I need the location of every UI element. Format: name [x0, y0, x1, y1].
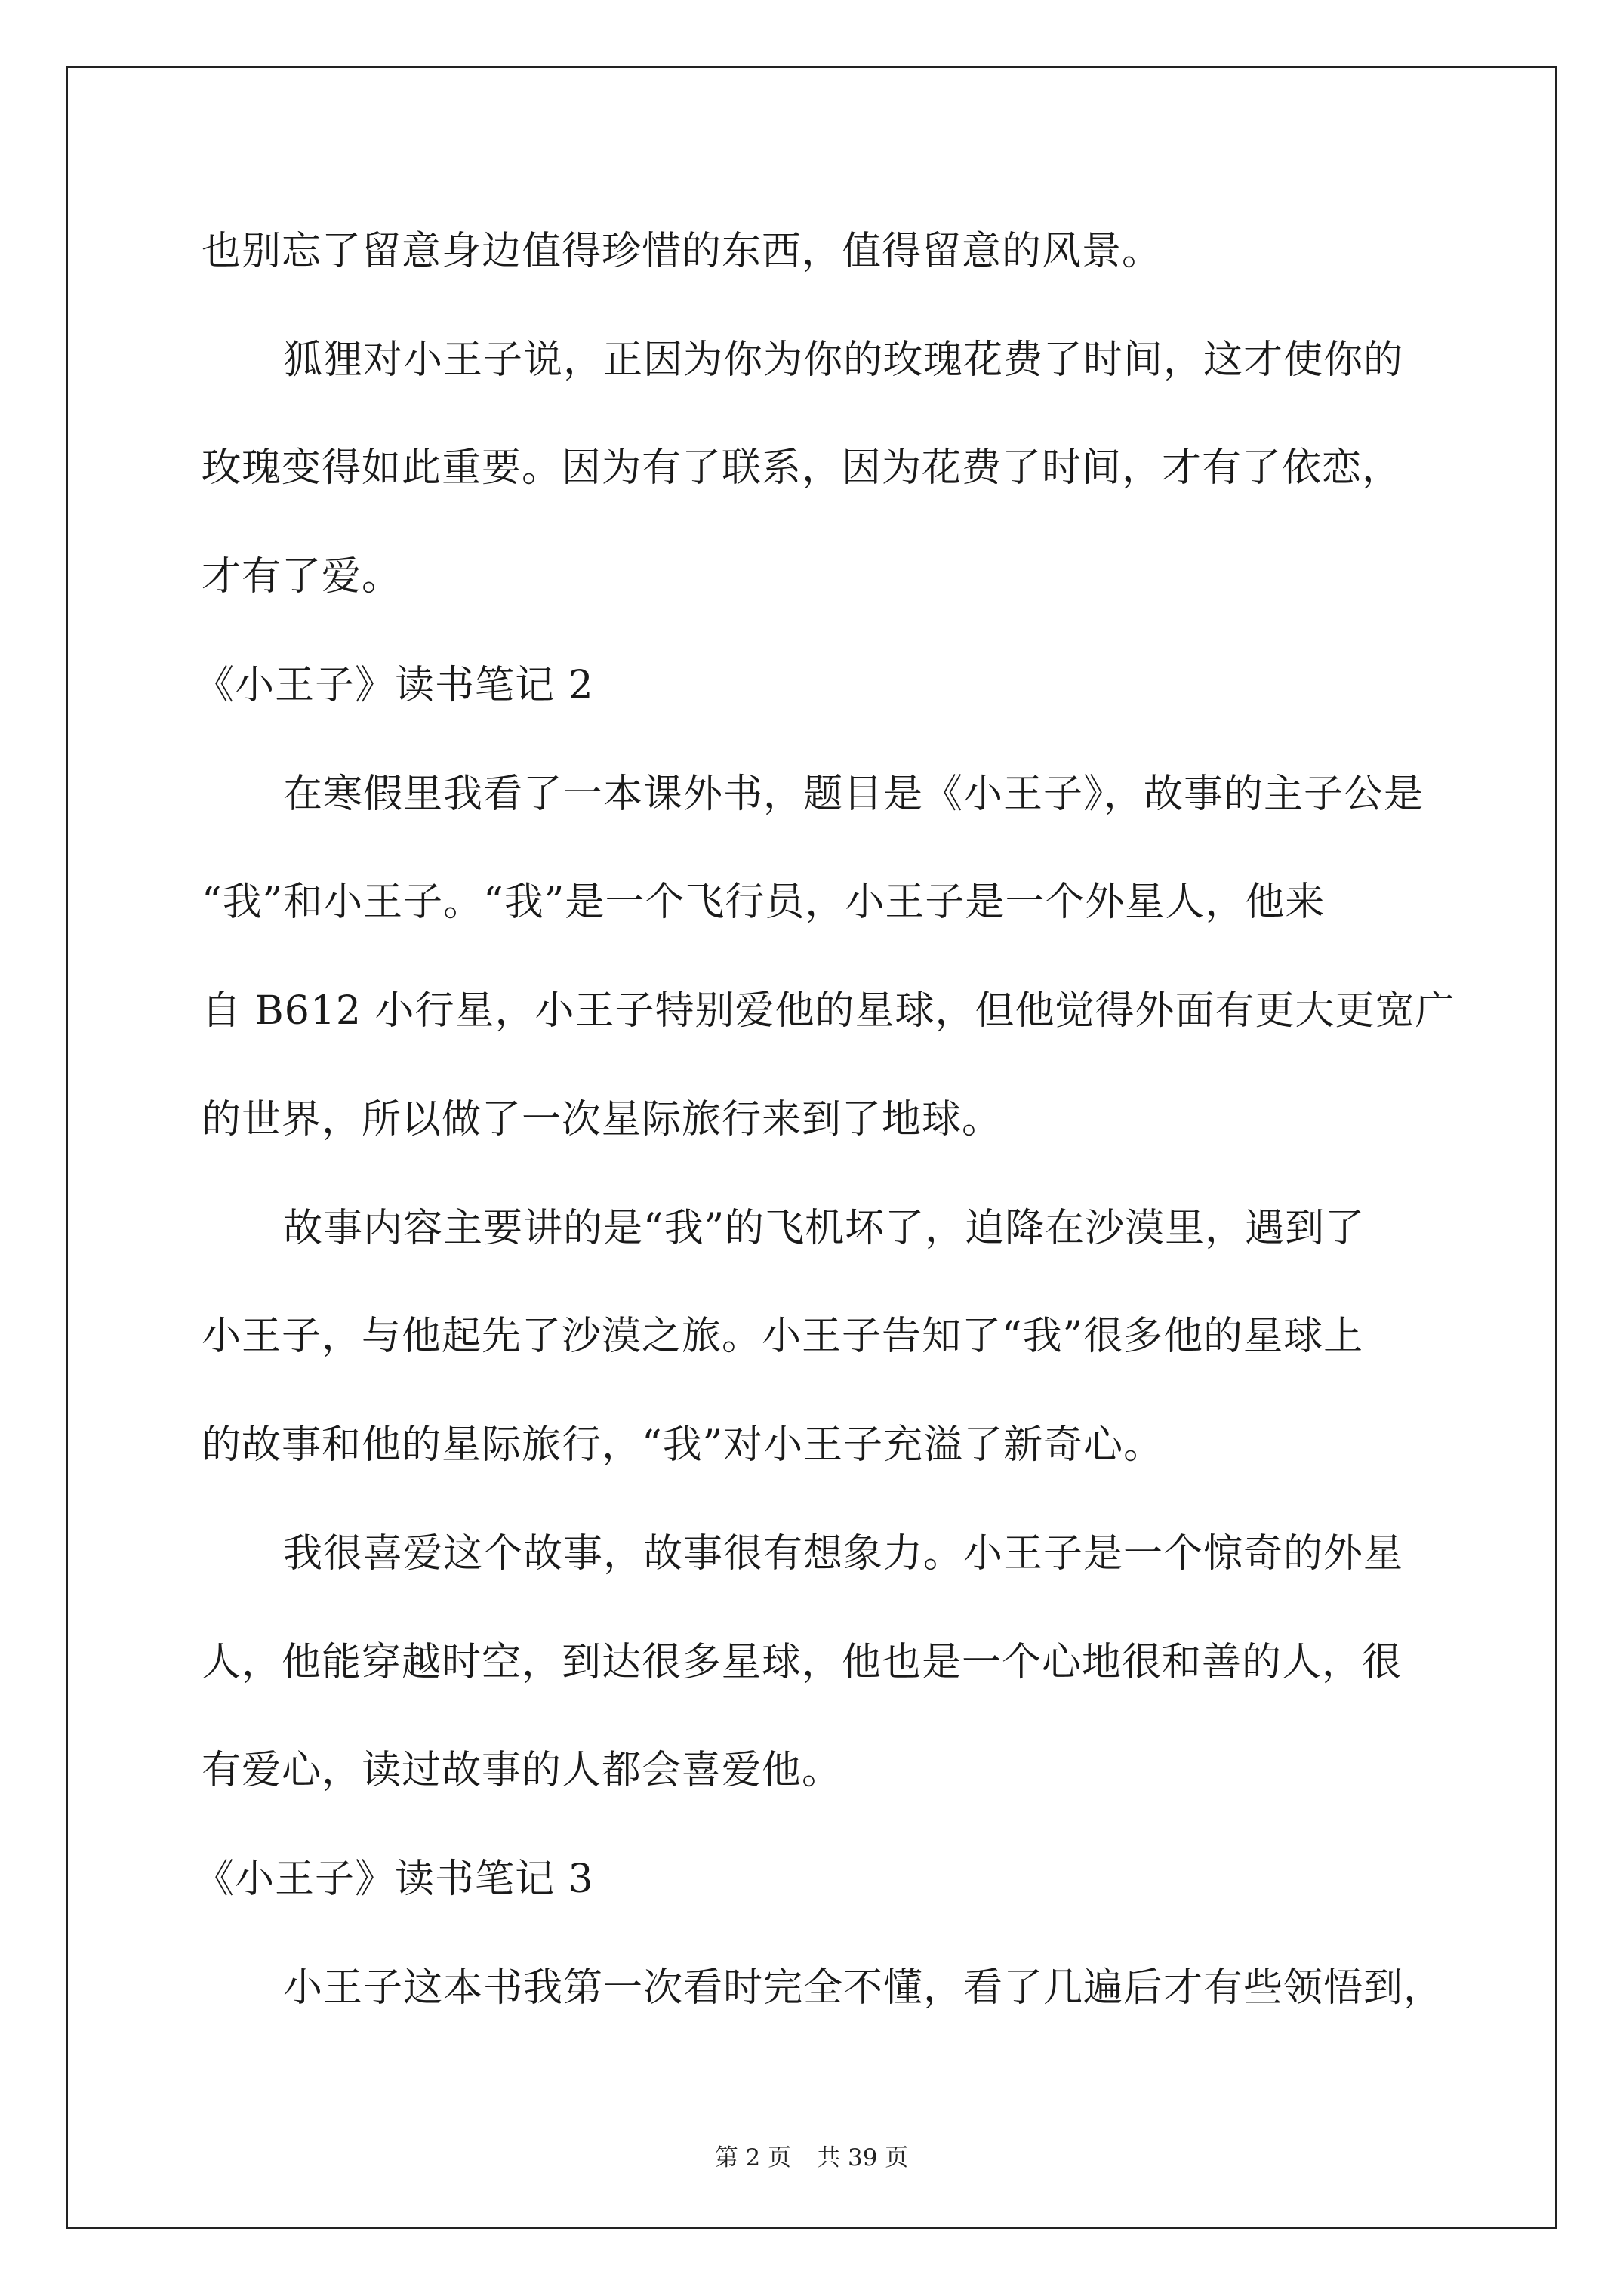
body-line: 故事内容主要讲的是“我”的飞机坏了，迫降在沙漠里，遇到了 — [283, 1206, 1366, 1251]
page-footer — [0, 2143, 1623, 2173]
body-line: 有爱心，读过故事的人都会喜爱他。 — [202, 1748, 842, 1793]
body-line: 的世界，所以做了一次星际旅行来到了地球。 — [202, 1097, 1002, 1142]
body-line: 小王子这本书我第一次看时完全不懂，看了几遍后才有些领悟到， — [283, 1965, 1444, 2011]
body-line: 人，他能穿越时空，到达很多星球，他也是一个心地很和善的人，很 — [202, 1640, 1403, 1685]
body-line: 自 B612 小行星，小王子特别爱他的星球，但他觉得外面有更大更宽广 — [202, 988, 1455, 1034]
body-line: “我”和小王子。“我”是一个飞行员，小王子是一个外星人，他来 — [202, 880, 1326, 925]
section-heading: 《小王子》读书笔记 3 — [195, 1857, 594, 1902]
section-heading: 《小王子》读书笔记 2 — [195, 663, 594, 708]
body-line: 我很喜爱这个故事，故事很有想象力。小王子是一个惊奇的外星 — [283, 1531, 1404, 1576]
page-number: 第 2 页 — [714, 2144, 792, 2171]
body-line: 狐狸对小王子说，正因为你为你的玫瑰花费了时间，这才使你的 — [283, 337, 1404, 383]
body-line: 小王子，与他起先了沙漠之旅。小王子告知了“我”很多他的星球上 — [202, 1314, 1364, 1359]
body-line: 的故事和他的星际旅行，“我”对小王子充溢了新奇心。 — [202, 1422, 1164, 1468]
body-line: 在寒假里我看了一本课外书，题目是《小王子》，故事的主子公是 — [283, 772, 1424, 817]
body-line: 玫瑰变得如此重要。因为有了联系，因为花费了时间，才有了依恋， — [202, 445, 1403, 491]
body-line: 才有了爱。 — [202, 554, 402, 599]
body-line: 也别忘了留意身边值得珍惜的东西，值得留意的风景。 — [202, 229, 1163, 274]
page-total: 共 39 页 — [817, 2144, 909, 2171]
page-border — [66, 66, 1557, 2229]
